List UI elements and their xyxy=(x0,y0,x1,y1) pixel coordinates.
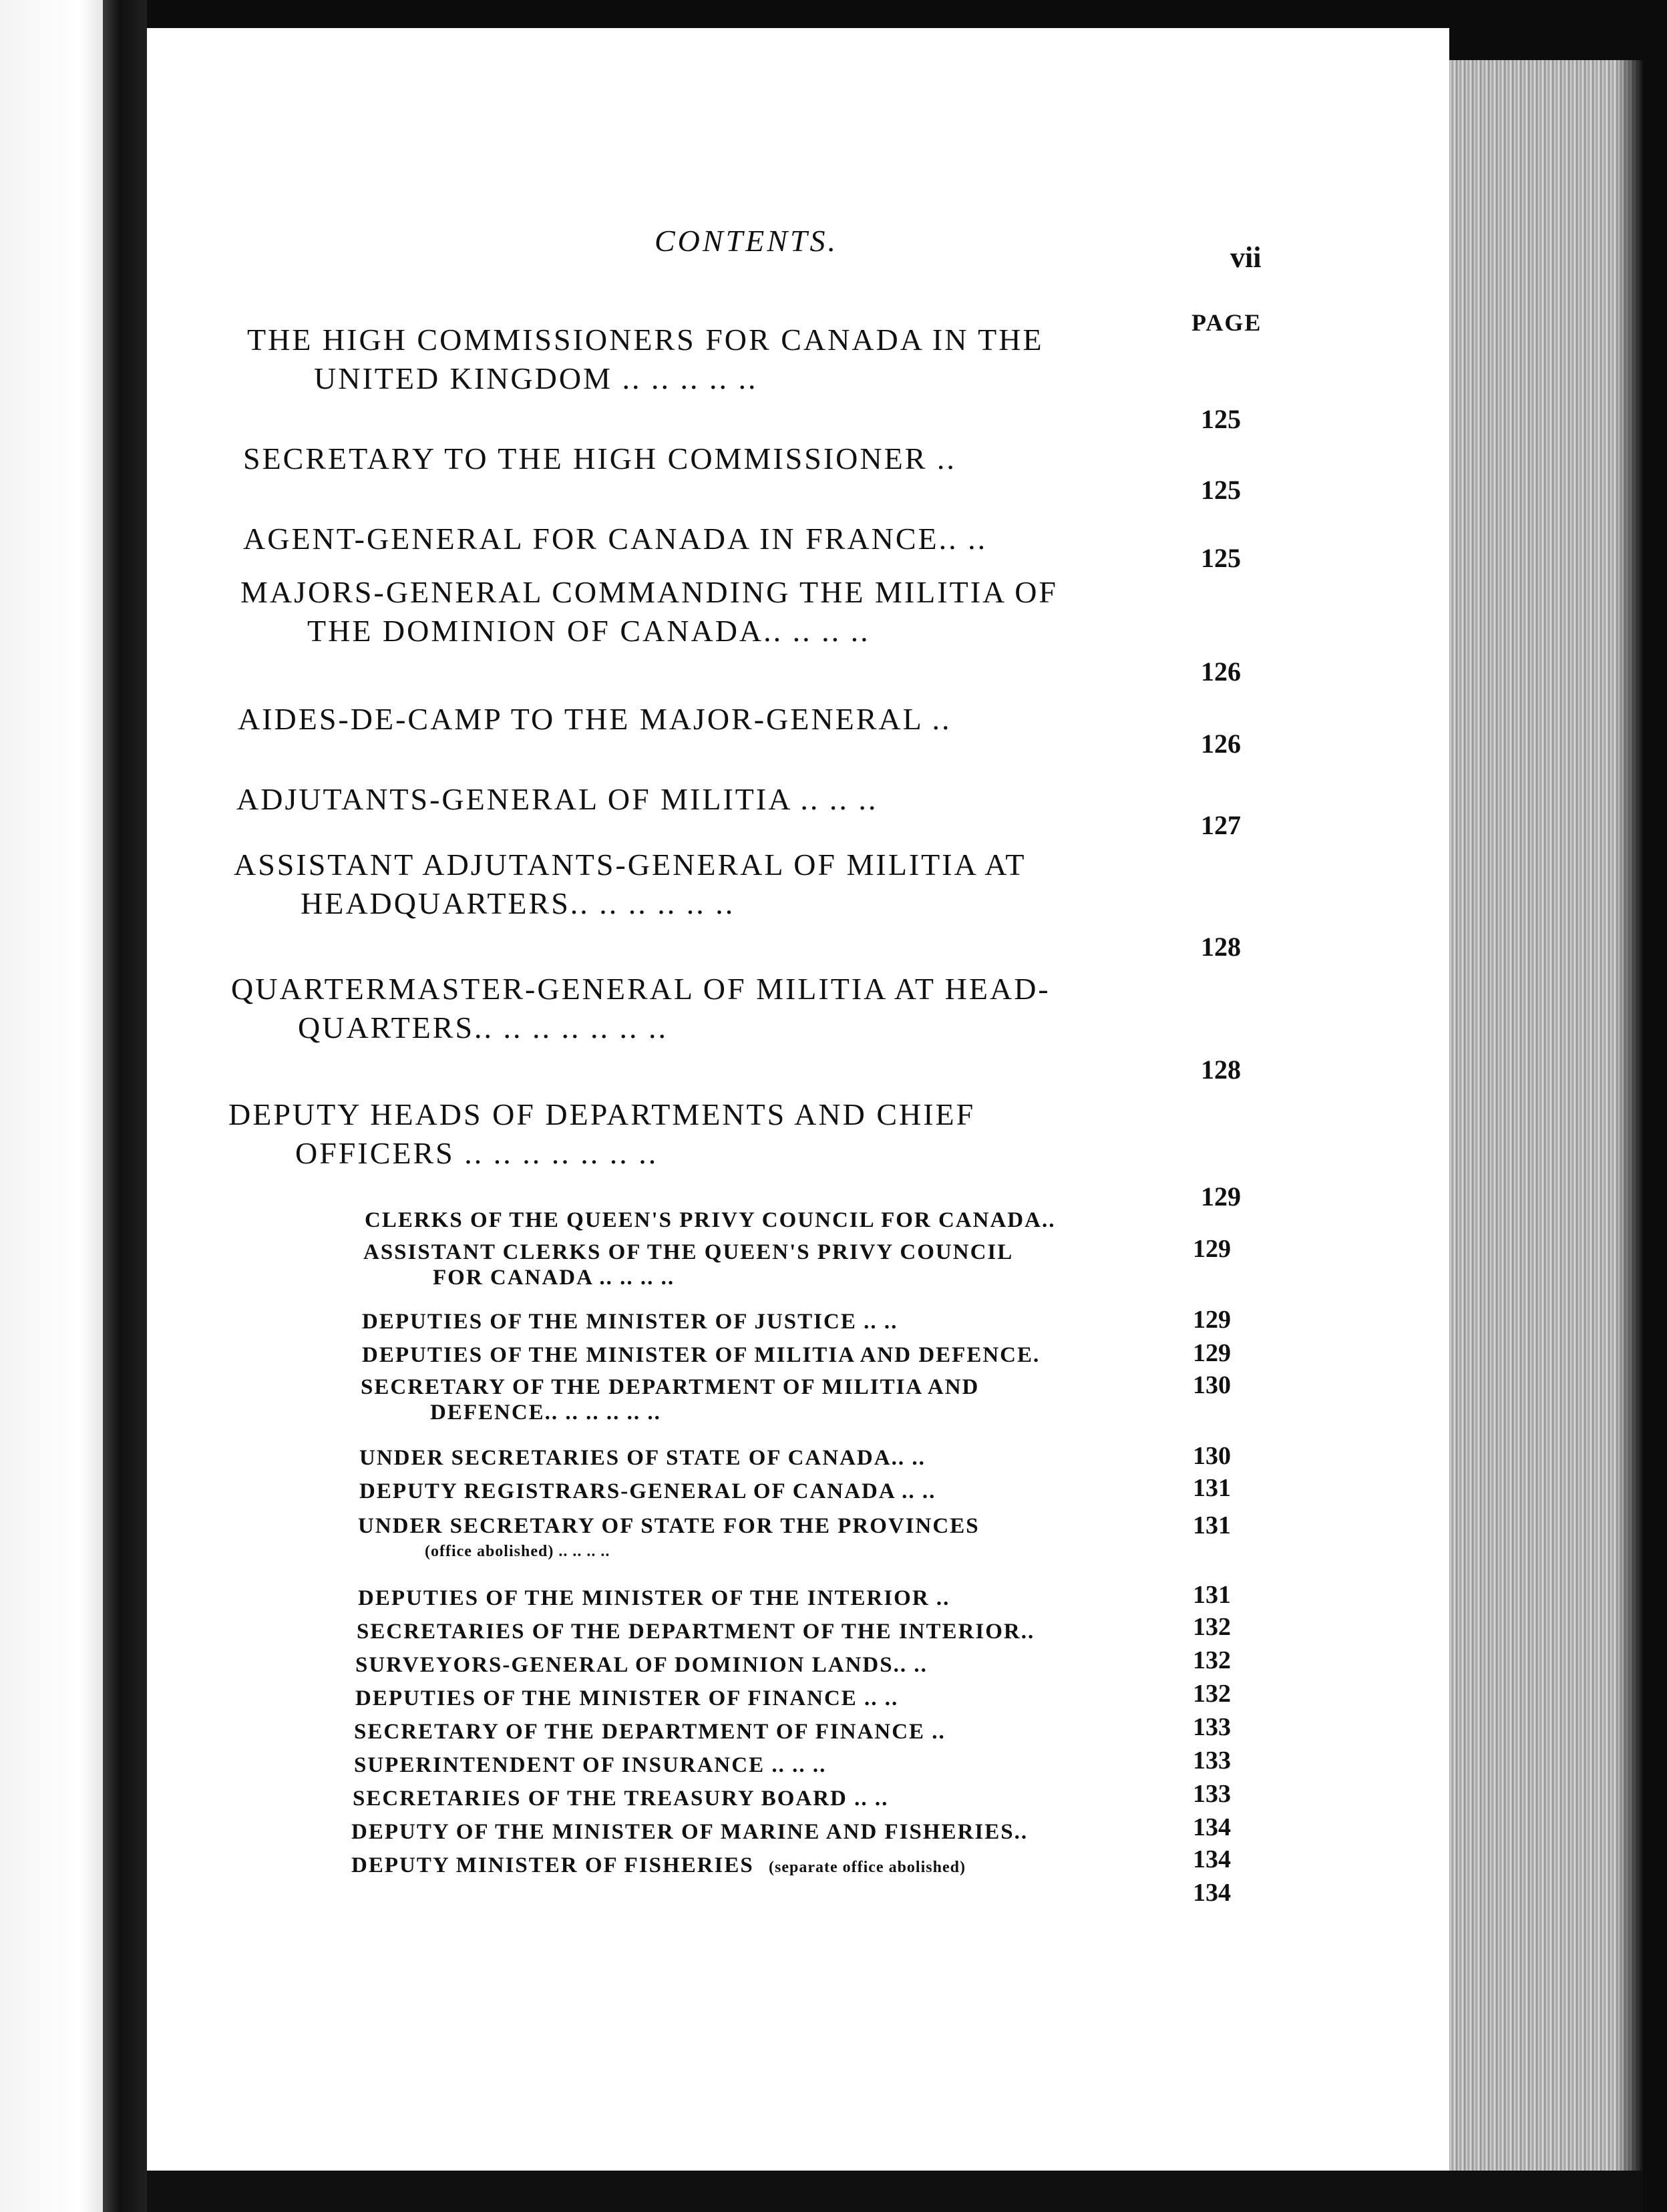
toc-subentry-text: UNDER SECRETARIES OF STATE OF CANADA.. .. xyxy=(359,1446,926,1470)
toc-entry-text: MAJORS-GENERAL COMMANDING THE MILITIA OF xyxy=(240,575,1058,609)
toc-subentry xyxy=(359,1445,926,1471)
toc-page-number: 134 xyxy=(1193,1813,1231,1841)
toc-entry xyxy=(236,780,878,819)
toc-subentry-text-continued: DEFENCE.. .. .. .. .. .. xyxy=(430,1401,661,1425)
toc-subentry xyxy=(354,1753,826,1778)
toc-page-number: 133 xyxy=(1193,1780,1231,1808)
toc-entry-text-continued: UNITED KINGDOM .. .. .. .. .. xyxy=(314,361,758,395)
toc-entry-text-continued: THE DOMINION OF CANADA.. .. .. .. xyxy=(307,614,870,648)
toc-subentry-text: SECRETARIES OF THE DEPARTMENT OF THE INTERIOR.. xyxy=(357,1620,1035,1644)
toc-entry xyxy=(243,520,987,558)
toc-page-number: 126 xyxy=(1201,657,1241,687)
page-column-label: PAGE xyxy=(1191,309,1262,336)
toc-subentry-text: UNDER SECRETARY OF STATE FOR THE PROVINCES xyxy=(358,1514,980,1538)
toc-page-number: 134 xyxy=(1193,1879,1231,1907)
toc-subentry xyxy=(358,1586,950,1611)
toc-page-number: 131 xyxy=(1193,1474,1231,1502)
toc-subentry-text: DEPUTIES OF THE MINISTER OF FINANCE .. .. xyxy=(355,1686,899,1710)
toc-subentry-text-continued: (office abolished) .. .. .. .. xyxy=(425,1543,610,1560)
toc-subentry-text: SECRETARY OF THE DEPARTMENT OF MILITIA AND xyxy=(361,1375,980,1399)
toc-subentry xyxy=(355,1652,928,1678)
toc-subentry xyxy=(351,1819,1028,1845)
toc-subentry xyxy=(363,1240,1013,1290)
toc-entry xyxy=(243,439,956,478)
toc-entry xyxy=(238,700,952,739)
toc-page-number: 133 xyxy=(1193,1746,1231,1775)
toc-subentry-text: SUPERINTENDENT OF INSURANCE .. .. .. xyxy=(354,1753,827,1777)
toc-page-number: 127 xyxy=(1201,810,1241,840)
toc-subentry xyxy=(354,1719,946,1744)
toc-subentry xyxy=(358,1513,980,1564)
toc-page-number: 132 xyxy=(1193,1613,1231,1641)
toc-subentry xyxy=(362,1342,1040,1368)
toc-page-number: 126 xyxy=(1201,729,1241,759)
toc-page-number: 129 xyxy=(1193,1339,1231,1367)
toc-subentry xyxy=(361,1374,979,1425)
toc-entry xyxy=(231,970,1051,1047)
toc-page-number: 131 xyxy=(1193,1511,1231,1539)
toc-subentry-text: DEPUTY REGISTRARS-GENERAL OF CANADA .. .. xyxy=(359,1479,936,1503)
toc-page-number: 125 xyxy=(1201,404,1241,434)
toc-entry-text: AGENT-GENERAL FOR CANADA IN FRANCE.. .. xyxy=(243,522,988,556)
toc-subentry-text: DEPUTY OF THE MINISTER OF MARINE AND FISHERIES.. xyxy=(351,1820,1029,1844)
toc-page-number: 128 xyxy=(1201,1055,1241,1085)
toc-subentry-text: DEPUTIES OF THE MINISTER OF JUSTICE .. .. xyxy=(362,1310,898,1334)
toc-subentry xyxy=(357,1619,1035,1644)
toc-page-number: 129 xyxy=(1193,1235,1231,1263)
toc-page-number: 129 xyxy=(1201,1181,1241,1212)
page-number: vii xyxy=(1230,241,1262,274)
toc-entry-text-continued: QUARTERS.. .. .. .. .. .. .. xyxy=(298,1010,669,1045)
toc-page-number: 132 xyxy=(1193,1646,1231,1674)
toc-page-number: 128 xyxy=(1201,932,1241,962)
toc-subentry-text: DEPUTIES OF THE MINISTER OF MILITIA AND DEFENCE. xyxy=(362,1343,1041,1367)
toc-entry-text: THE HIGH COMMISSIONERS FOR CANADA IN THE xyxy=(247,323,1044,357)
toc-subentry-text: DEPUTY MINISTER OF FISHERIES xyxy=(351,1853,754,1877)
toc-subentry-text: DEPUTIES OF THE MINISTER OF THE INTERIOR .. xyxy=(358,1586,950,1610)
toc-entry-text-continued: OFFICERS .. .. .. .. .. .. .. xyxy=(295,1136,659,1170)
toc-subentry-note: (separate office abolished) xyxy=(769,1859,966,1876)
toc-subentry-text: CLERKS OF THE QUEEN'S PRIVY COUNCIL FOR CANADA.. xyxy=(365,1208,1056,1232)
toc-subentry xyxy=(365,1208,1055,1233)
toc-subentry-text: SECRETARIES OF THE TREASURY BOARD .. .. xyxy=(353,1787,889,1811)
toc-page-number: 125 xyxy=(1201,475,1241,505)
toc-entry-text: ASSISTANT ADJUTANTS-GENERAL OF MILITIA AT xyxy=(234,848,1027,882)
toc-entry-text: DEPUTY HEADS OF DEPARTMENTS AND CHIEF xyxy=(228,1097,976,1131)
running-head-title: CONTENTS. xyxy=(655,224,839,258)
toc-entry xyxy=(247,321,1044,398)
toc-page-number: 130 xyxy=(1193,1442,1231,1470)
toc-subentry xyxy=(359,1479,936,1504)
toc-entry xyxy=(228,1095,975,1173)
toc-entry-text: QUARTERMASTER-GENERAL OF MILITIA AT HEAD- xyxy=(231,972,1051,1006)
toc-page-number: 130 xyxy=(1193,1371,1231,1399)
toc-entry-text: AIDES-DE-CAMP TO THE MAJOR-GENERAL .. xyxy=(238,702,952,736)
toc-entry-text: SECRETARY TO THE HIGH COMMISSIONER .. xyxy=(243,441,956,476)
toc-subentry-text: SECRETARY OF THE DEPARTMENT OF FINANCE .. xyxy=(354,1720,946,1744)
toc-subentry xyxy=(355,1686,898,1711)
toc-entry xyxy=(234,846,1026,923)
toc-subentry xyxy=(362,1309,898,1334)
toc-entry-text: ADJUTANTS-GENERAL OF MILITIA .. .. .. xyxy=(236,782,878,816)
toc-page-number: 131 xyxy=(1193,1581,1231,1609)
toc-entry-text-continued: HEADQUARTERS.. .. .. .. .. .. xyxy=(301,886,735,920)
toc-entry xyxy=(240,573,1058,651)
toc-subentry xyxy=(353,1786,888,1811)
toc-subentry xyxy=(351,1853,966,1880)
toc-page-number: 132 xyxy=(1193,1680,1231,1708)
toc-subentry-text: SURVEYORS-GENERAL OF DOMINION LANDS.. .. xyxy=(355,1653,928,1677)
toc-subentry-text: ASSISTANT CLERKS OF THE QUEEN'S PRIVY COUNCIL xyxy=(363,1240,1014,1264)
toc-page-number: 129 xyxy=(1193,1306,1231,1334)
toc-page-number: 133 xyxy=(1193,1713,1231,1741)
toc-page-number: 125 xyxy=(1201,543,1241,573)
toc-page-number: 134 xyxy=(1193,1845,1231,1873)
toc-subentry-text-continued: FOR CANADA .. .. .. .. xyxy=(433,1266,675,1290)
